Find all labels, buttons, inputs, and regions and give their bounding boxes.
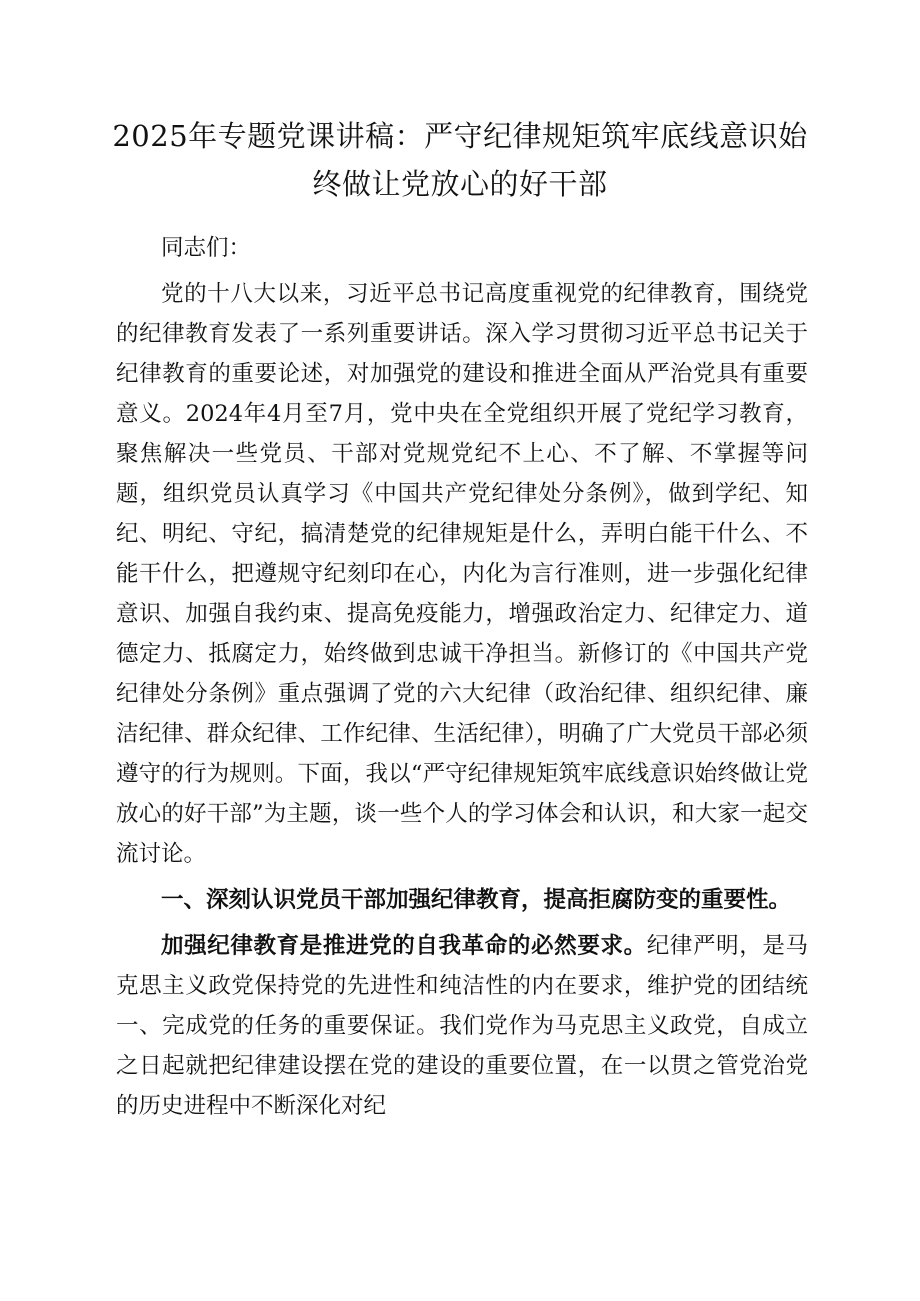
- section-one-lead: 加强纪律教育是推进党的自我革命的必然要求。: [161, 933, 647, 959]
- greeting: 同志们：: [161, 235, 252, 261]
- intro-paragraph: 党的十八大以来，习近平总书记高度重视党的纪律教育，围绕党的纪律教育发表了一系列重要讲话。深入学习贯彻习近平总书记关于纪律教育的重要论述，对加强党的建设和推进全面从严治党具有重要意义。2024年4月至7月，党中央在全党组织开展了党纪学习教育，聚焦解决一些党员、干部对党规党纪不上心、不了解、不掌握等问题，组织党员认真学习《中国共产党纪律处分条例》，做到学纪、知纪、明纪、守纪，搞清楚党的纪律规矩是什么，弄明白能干什么、不能干什么，把遵规守纪刻印在心，内化为言行准则，进一步强化纪律意识、加强自我约束、提高免疫能力，增强政治定力、纪律定力、道德定力、抵腐定力，始终做到忠诚干净担当。新修订的《中国共产党纪律处分条例》重点强调了党的六大纪律（政治纪律、组织纪律、廉洁纪律、群众纪律、工作纪律、生活纪律），明确了广大党员干部必须遵守的行为规则。下面，我以“严守纪律规矩筑牢底线意识始终做让党放心的好干部”为主题，谈一些个人的学习体会和认识，和大家一起交流讨论。: [116, 281, 808, 867]
- section-one-paragraph: [116, 926, 808, 1126]
- document-title: 2025年专题党课讲稿：严守纪律规矩筑牢底线意识始终做让党放心的好干部: [112, 119, 808, 201]
- section-one-text: 纪律严明，是马克思主义政党保持党的先进性和纯洁性的内在要求，维护党的团结统一、完成党的任务的重要保证。我们党作为马克思主义政党，自成立之日起就把纪律建设摆在党的建设的重要位置，在一以贯之管党治党的历史进程中不断深化对纪: [116, 933, 808, 1119]
- document-body: [116, 228, 808, 1126]
- section-one-heading: 一、深刻认识党员干部加强纪律教育，提高拒腐防变的重要性。: [161, 887, 792, 913]
